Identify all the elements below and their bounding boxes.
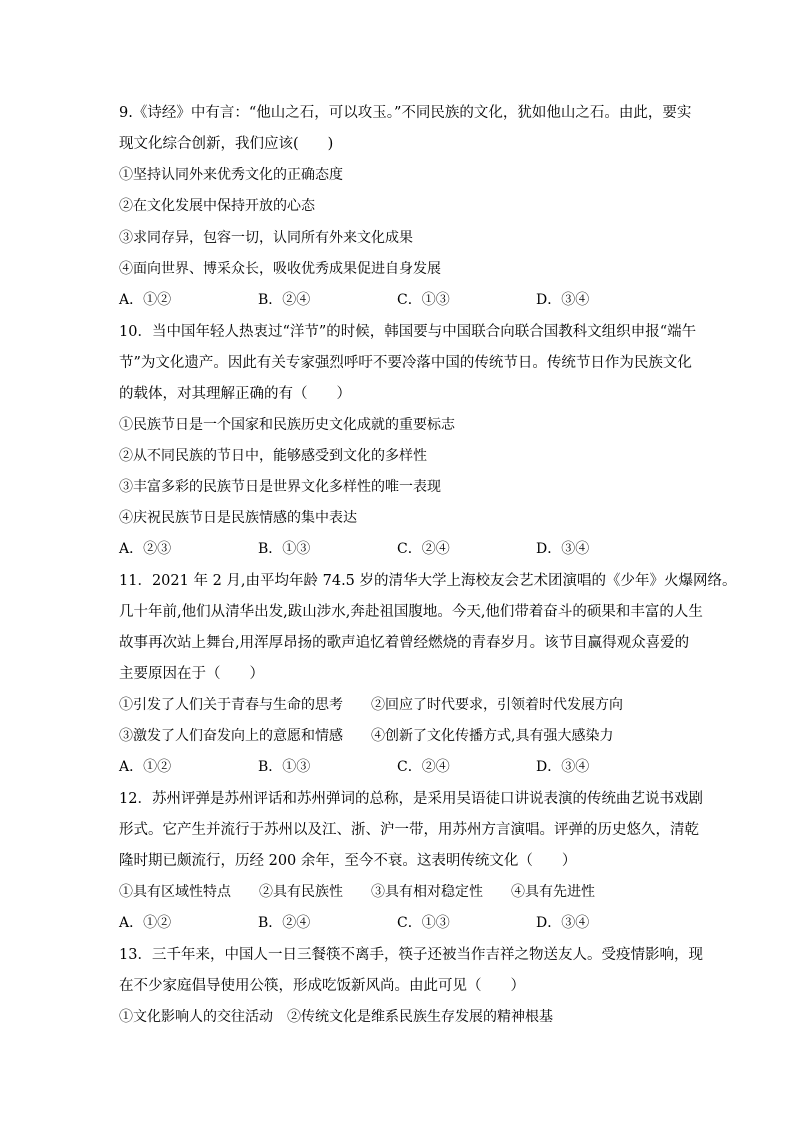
- q11-choice-d: D．③④: [536, 759, 590, 775]
- q10-item-3: ③丰富多彩的民族节日是世界文化多样性的唯一表现: [119, 479, 441, 495]
- q9-choice-b: B．②④: [258, 292, 311, 308]
- q13-stem-line-1: 13．三千年来，中国人一日三餐筷不离手，筷子还被当作吉祥之物送友人。受疫情影响，现: [119, 947, 703, 963]
- q10-item-1: ①民族节日是一个国家和民族历史文化成就的重要标志: [119, 417, 455, 433]
- q10-item-2: ②从不同民族的节日中，能够感受到文化的多样性: [119, 448, 427, 464]
- q10-choice-b: B．①③: [258, 541, 311, 557]
- q12-stem-line-3: 隆时期已颇流行，历经 200 余年，至今不衰。这表明传统文化（ ）: [119, 853, 577, 869]
- q9-item-4: ④面向世界、博采众长，吸收优秀成果促进自身发展: [119, 261, 441, 277]
- q11-item-line-1: ①引发了人们关于青春与生命的思考 ②回应了时代要求，引领着时代发展方向: [119, 697, 623, 713]
- q9-stem-line-2: 现文化综合创新，我们应该( ): [119, 136, 334, 152]
- q12-stem-line-1: 12．苏州评弹是苏州评话和苏州弹词的总称，是采用吴语徒口讲说表演的传统曲艺说书戏剧: [119, 791, 703, 807]
- q9-choice-c: C．①③: [397, 292, 450, 308]
- q10-choice-a: A．②③: [119, 541, 172, 557]
- q10-stem-line-2: 节”为文化遗产。因此有关专家强烈呼吁不要冷落中国的传统节日。传统节日作为民族文化: [119, 355, 692, 371]
- q11-stem-line-2: 几十年前,他们从清华出发,跋山涉水,奔赴祖国腹地。今天,他们带着奋斗的硕果和丰富的人生: [119, 604, 703, 620]
- q11-stem-line-3: 故事再次站上舞台,用浑厚昂扬的歌声追忆着曾经燃烧的青春岁月。该节目赢得观众喜爱的: [119, 635, 690, 651]
- q10-item-4: ④庆祝民族节日是民族情感的集中表达: [119, 510, 357, 526]
- q13-stem-line-2: 在不少家庭倡导使用公筷，形成吃饭新风尚。由此可见（ ）: [119, 978, 525, 994]
- q11-stem-line-4: 主要原因在于（ ）: [119, 666, 264, 682]
- q11-choice-c: C．②④: [397, 759, 450, 775]
- q12-choice-d: D．③④: [536, 915, 590, 931]
- q10-choice-c: C．②④: [397, 541, 450, 557]
- q13-item-line-1: ①文化影响人的交往活动 ②传统文化是维系民族生存发展的精神根基: [119, 1009, 553, 1025]
- q12-choice-a: A．①②: [119, 915, 172, 931]
- q12-choice-c: C．①③: [397, 915, 450, 931]
- q9-choice-a: A．①②: [119, 292, 172, 308]
- q9-item-1: ①坚持认同外来优秀文化的正确态度: [119, 167, 343, 183]
- q11-choice-b: B．①③: [258, 759, 311, 775]
- q10-stem-line-3: 的载体，对其理解正确的有（ ）: [119, 386, 351, 402]
- q12-stem-line-2: 形式。它产生并流行于苏州以及江、浙、沪一带，用苏州方言演唱。评弹的历史悠久，清乾: [119, 822, 699, 838]
- q12-item-line-1: ①具有区域性特点 ②具有民族性 ③具有相对稳定性 ④具有先进性: [119, 884, 595, 900]
- q10-choice-d: D．③④: [536, 541, 590, 557]
- q11-item-line-2: ③激发了人们奋发向上的意愿和情感 ④创新了文化传播方式,具有强大感染力: [119, 728, 614, 744]
- q10-stem-line-1: 10．当中国年轻人热衷过“洋节”的时候，韩国要与中国联合向联合国教科文组织申报“端午: [119, 324, 697, 340]
- q11-choice-a: A．①②: [119, 759, 172, 775]
- q12-choice-b: B．②④: [258, 915, 311, 931]
- q9-choice-d: D．③④: [536, 292, 590, 308]
- q11-stem-line-1: 11．2021 年 2 月,由平均年龄 74.5 岁的清华大学上海校友会艺术团演唱的《少年》火爆网络。: [119, 573, 737, 589]
- q9-item-2: ②在文化发展中保持开放的心态: [119, 198, 315, 214]
- q9-stem-line-1: 9.《诗经》中有言：“他山之石，可以攻玉。”不同民族的文化，犹如他山之石。由此，要实: [119, 105, 692, 121]
- q9-item-3: ③求同存异，包容一切，认同所有外来文化成果: [119, 230, 413, 246]
